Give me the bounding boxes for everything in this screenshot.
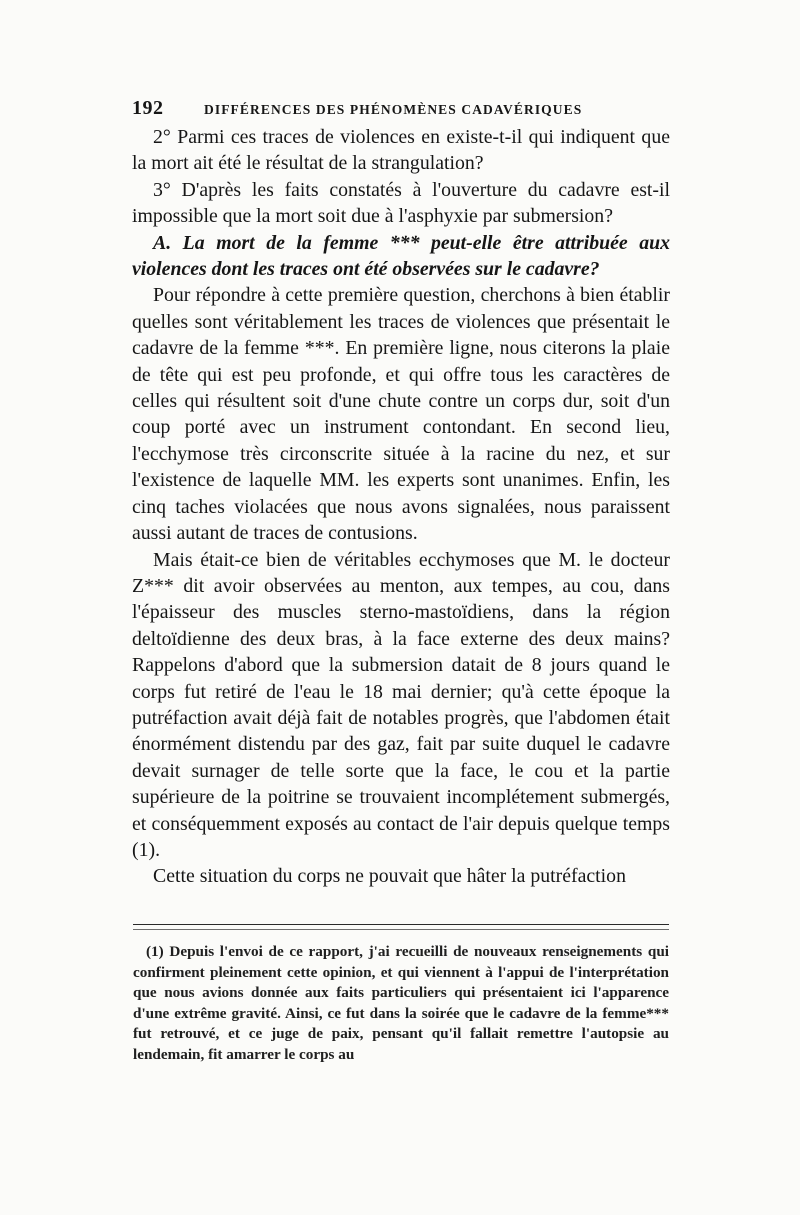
body-text: [132, 124, 670, 890]
footnote-separator: [133, 924, 669, 925]
paragraph-question-3: 3° D'après les faits constatés à l'ouverture du cadavre est-il impossible que la mort soit due à l'asphyxie par submersion?: [132, 178, 670, 228]
paragraph-ecchymoses: Mais était-ce bien de véritables ecchymoses que M. le docteur Z*** dit avoir observées au menton, aux tempes, au cou, dans l'épaisseur des muscles sterno-mastoïdiens, dans la région deltoïdienne des deux bras, à la face externe des deux mains? Rappelons d'abord que la submersion datait de 8 jours quand le corps fut retiré de l'eau le 18 mai dernier; qu'à cette époque la putréfaction avait déjà fait de notables progrès, que l'abdomen était énormément distendu par des gaz, fait par suite duquel le cadavre devait surnager de telle sorte que la face, le cou et la partie supérieure de la poitrine se trouvaient incomplétement submergés, et conséquemment exposés au contact de l'air depuis quelque temps (1).: [132, 548, 670, 861]
footnote: [133, 942, 669, 1065]
running-head: DIFFÉRENCES DES PHÉNOMÈNES CADAVÉRIQUES: [204, 102, 583, 117]
paragraph-situation-of-body: Cette situation du corps ne pouvait que hâter la putréfaction: [153, 865, 626, 888]
paragraph-question-2: 2° Parmi ces traces de violences en existe-t-il qui indiquent que la mort ait été le résultat de la strangulation?: [132, 126, 670, 175]
page-header: [132, 97, 672, 123]
paragraph-traces-of-violence: Pour répondre à cette première question, cherchons à bien établir quelles sont véritablement les traces de violences que présentait le cadavre de la femme ***. En première ligne, nous citerons la plaie de tête qui est peu profonde, et qui offre tous les caractères de celles qui résultent soit d'une chute contre un corps dur, soit d'un coup porté avec un instrument contondant. En second lieu, l'ecchymose très circonscrite située à la racine du nez, et sur l'existence de laquelle MM. les experts sont unanimes. Enfin, les cinq taches violacées que nous avons signalées, nous paraissent aussi autant de traces de contusions.: [132, 284, 670, 545]
page-number: 192: [132, 97, 164, 119]
footnote-separator-thin: [133, 929, 669, 930]
paragraph-section-a-heading: A. La mort de la femme *** peut-elle être attribuée aux violences dont les traces ont été observées sur le cadavre?: [132, 231, 670, 281]
footnote-text: (1) Depuis l'envoi de ce rapport, j'ai recueilli de nouveaux renseignements qui confirment pleinement cette opinion, et qui viennent à l'appui de l'interprétation que nous avions donnée aux faits particuliers qui présentaient ici l'apparence d'une extrême gravité. Ainsi, ce fut dans la soirée que le cadavre de la femme*** fut retrouvé, et ce juge de paix, pensant qu'il fallait remettre l'autopsie au lendemain, fit amarrer le corps au: [133, 943, 669, 1063]
